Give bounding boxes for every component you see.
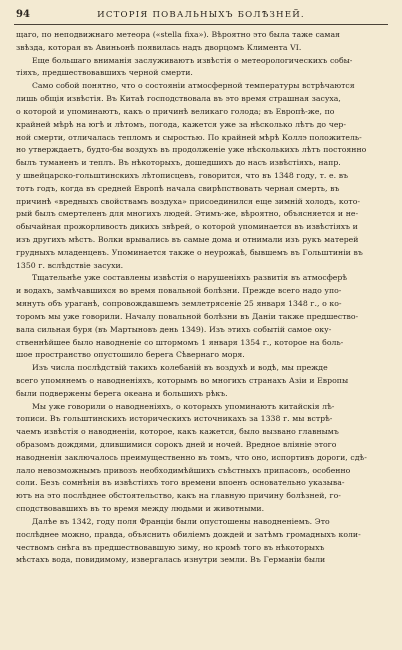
text-line: крайней мѣрѣ на югѣ и лѣтомъ, погода, кажется уже за нѣсколько лѣтъ до чер- bbox=[16, 119, 346, 129]
text-line: былъ туманенъ и теплъ. Въ нѣкоторыхъ, дошедшихъ до насъ извѣстіяхъ, напр. bbox=[16, 158, 341, 168]
text-line: ной смерти, отличалась тепломъ и сыростью. По крайней мѣрѣ Коллэ положитель- bbox=[16, 132, 362, 142]
text-line: вала сильная буря (въ Мартыновъ день 1349). Изъ этихъ событій самое оку- bbox=[16, 324, 332, 334]
text-line: причинѣ «вредныхъ свойствамъ воздуха» присоединился еще зимній холодъ, кото- bbox=[16, 196, 361, 206]
text-line: ютъ на это послѣднее обстоятельство, какъ на главную причину болѣзней, го- bbox=[16, 491, 341, 501]
page-header bbox=[14, 9, 388, 23]
text-line: были подвержены берега океана и большихъ рѣкъ. bbox=[16, 388, 228, 398]
page-number: 94 bbox=[16, 9, 30, 20]
text-line: мянуть объ урaганѣ, сопровождавшемъ землетрясеніе 25 января 1348 г., о ко- bbox=[16, 299, 342, 309]
text-line: тотъ годъ, когда въ средней Европѣ начала свирѣпствовать черная смерть, въ bbox=[16, 183, 340, 193]
text-line: Изъ числа послѣдствій такихъ колебаній въ воздухѣ и водѣ, мы прежде bbox=[32, 363, 328, 373]
text-line: лишь общія извѣстія. Въ Китаѣ господствовала въ это время страшная засуха, bbox=[16, 94, 341, 104]
text-line: Еще большаго вниманія заслуживаютъ извѣстія о метеорологическихъ собы- bbox=[32, 55, 353, 65]
text-line: щаго, по неподвижнаго метеора («stella fixa»). Вѣроятно это была таже самая bbox=[16, 30, 340, 39]
text-line: звѣзда, которая въ Авиньонѣ появилась надъ дворцомъ Климента VI. bbox=[16, 42, 302, 52]
text-line: о которой и упоминаютъ, какъ о причинѣ великаго голода; въ Европѣ-же, по bbox=[16, 106, 335, 116]
text-line: обычайная прожорливость дикихъ звѣрей, о которой упоминается въ извѣстіяхъ и bbox=[16, 222, 358, 232]
text-line: послѣднее можно, правда, объяснить обиліемъ дождей и затѣмъ громадныхъ коли- bbox=[16, 529, 361, 539]
body-text bbox=[16, 29, 388, 567]
text-line: наводненія заключалось преимущественно въ томъ, что оно, испортивъ дороги, сдѣ- bbox=[16, 452, 367, 462]
text-line: образомъ дождями, длившимися сорокъ дней и ночей. Вредное вліяніе этого bbox=[16, 440, 337, 449]
text-line: грудныхъ младенцевъ. Упоминается также о неурожаѣ, бывшемъ въ Гольштиніи въ bbox=[16, 247, 363, 257]
text-line: и водахъ, замѣчавшихся во время повальной болѣзни. Прежде всего надо упо- bbox=[16, 286, 342, 296]
text-line: соли. Безъ сомнѣнія въ извѣстіяхъ того времени впоенъ основательно указыва- bbox=[16, 478, 345, 488]
text-line: сподствовавшихъ въ то время между людьми и животными. bbox=[16, 504, 265, 514]
text-line: тіяхъ, предшествовавшихъ черной смерти. bbox=[16, 68, 193, 78]
text-line: Само собой понятно, что о состояніи атмосферной температуры встрѣчаются bbox=[32, 81, 355, 91]
text-line: рый былъ смертеленъ для многихъ людей. Этимъ-же, вѣроятно, объясняется и не- bbox=[16, 209, 359, 219]
header-rule bbox=[14, 24, 388, 25]
text-line: чествомъ снѣга въ предшествовавшую зиму, но кромѣ того въ нѣкоторыхъ bbox=[16, 542, 325, 552]
text-line: 1350 г. вслѣдствіе засухи. bbox=[16, 260, 124, 270]
text-line: изъ другихъ мѣстъ. Волки врывались въ самые дома и отнимали изъ рукъ матерей bbox=[16, 235, 359, 244]
text-line: но утверждаетъ, будто-бы воздухъ въ продолженіе уже нѣсколькихъ лѣтъ постоянно bbox=[16, 145, 367, 155]
text-line: у швейцарско-гольштинскихъ лѣтописцевъ, говорится, что въ 1348 году, т. е. въ bbox=[16, 170, 349, 180]
text-line: чаемъ извѣстія о наводненіи, которое, какъ кажется, было вызвано главнымъ bbox=[16, 427, 339, 437]
text-line: всего упомянемъ о наводненіяхъ, которымъ во многихъ странахъ Азіи и Европы bbox=[16, 375, 349, 385]
text-line: лало невозможнымъ привозъ необходимѣйшихъ съѣстныхъ припасовъ, особенно bbox=[16, 465, 351, 475]
text-line: Мы уже говорили о наводненіяхъ, о которыхъ упоминаютъ китайскія лѣ- bbox=[32, 401, 335, 411]
running-title: ИСТОРІЯ ПОВАЛЬНЫХЪ БОЛѢЗНЕЙ. bbox=[97, 10, 305, 20]
text-line: Далѣе въ 1342, году поля Франціи были опустошены наводненіемъ. Это bbox=[32, 516, 330, 526]
text-line: ственнѣйшее было наводненіе со штормомъ 1 января 1354 г., которое на боль- bbox=[16, 337, 344, 347]
text-line: торомъ мы уже говорили. Началу повальной болѣзни въ Даніи также предшество- bbox=[16, 311, 359, 321]
text-line: мѣстахъ вода, повидимому, извергалась изнутри земли. Въ Германіи были bbox=[16, 555, 326, 565]
text-line: Тщательнѣе уже составлены извѣстія о нарушеніяхъ развитія въ атмосферѣ bbox=[32, 273, 348, 283]
text-line: тописи. Въ гольштинскихъ историческихъ источникахъ за 1338 г. мы встрѣ- bbox=[16, 414, 333, 424]
text-line: шое пространство опустошило берега Сѣвернаго моря. bbox=[16, 350, 245, 360]
